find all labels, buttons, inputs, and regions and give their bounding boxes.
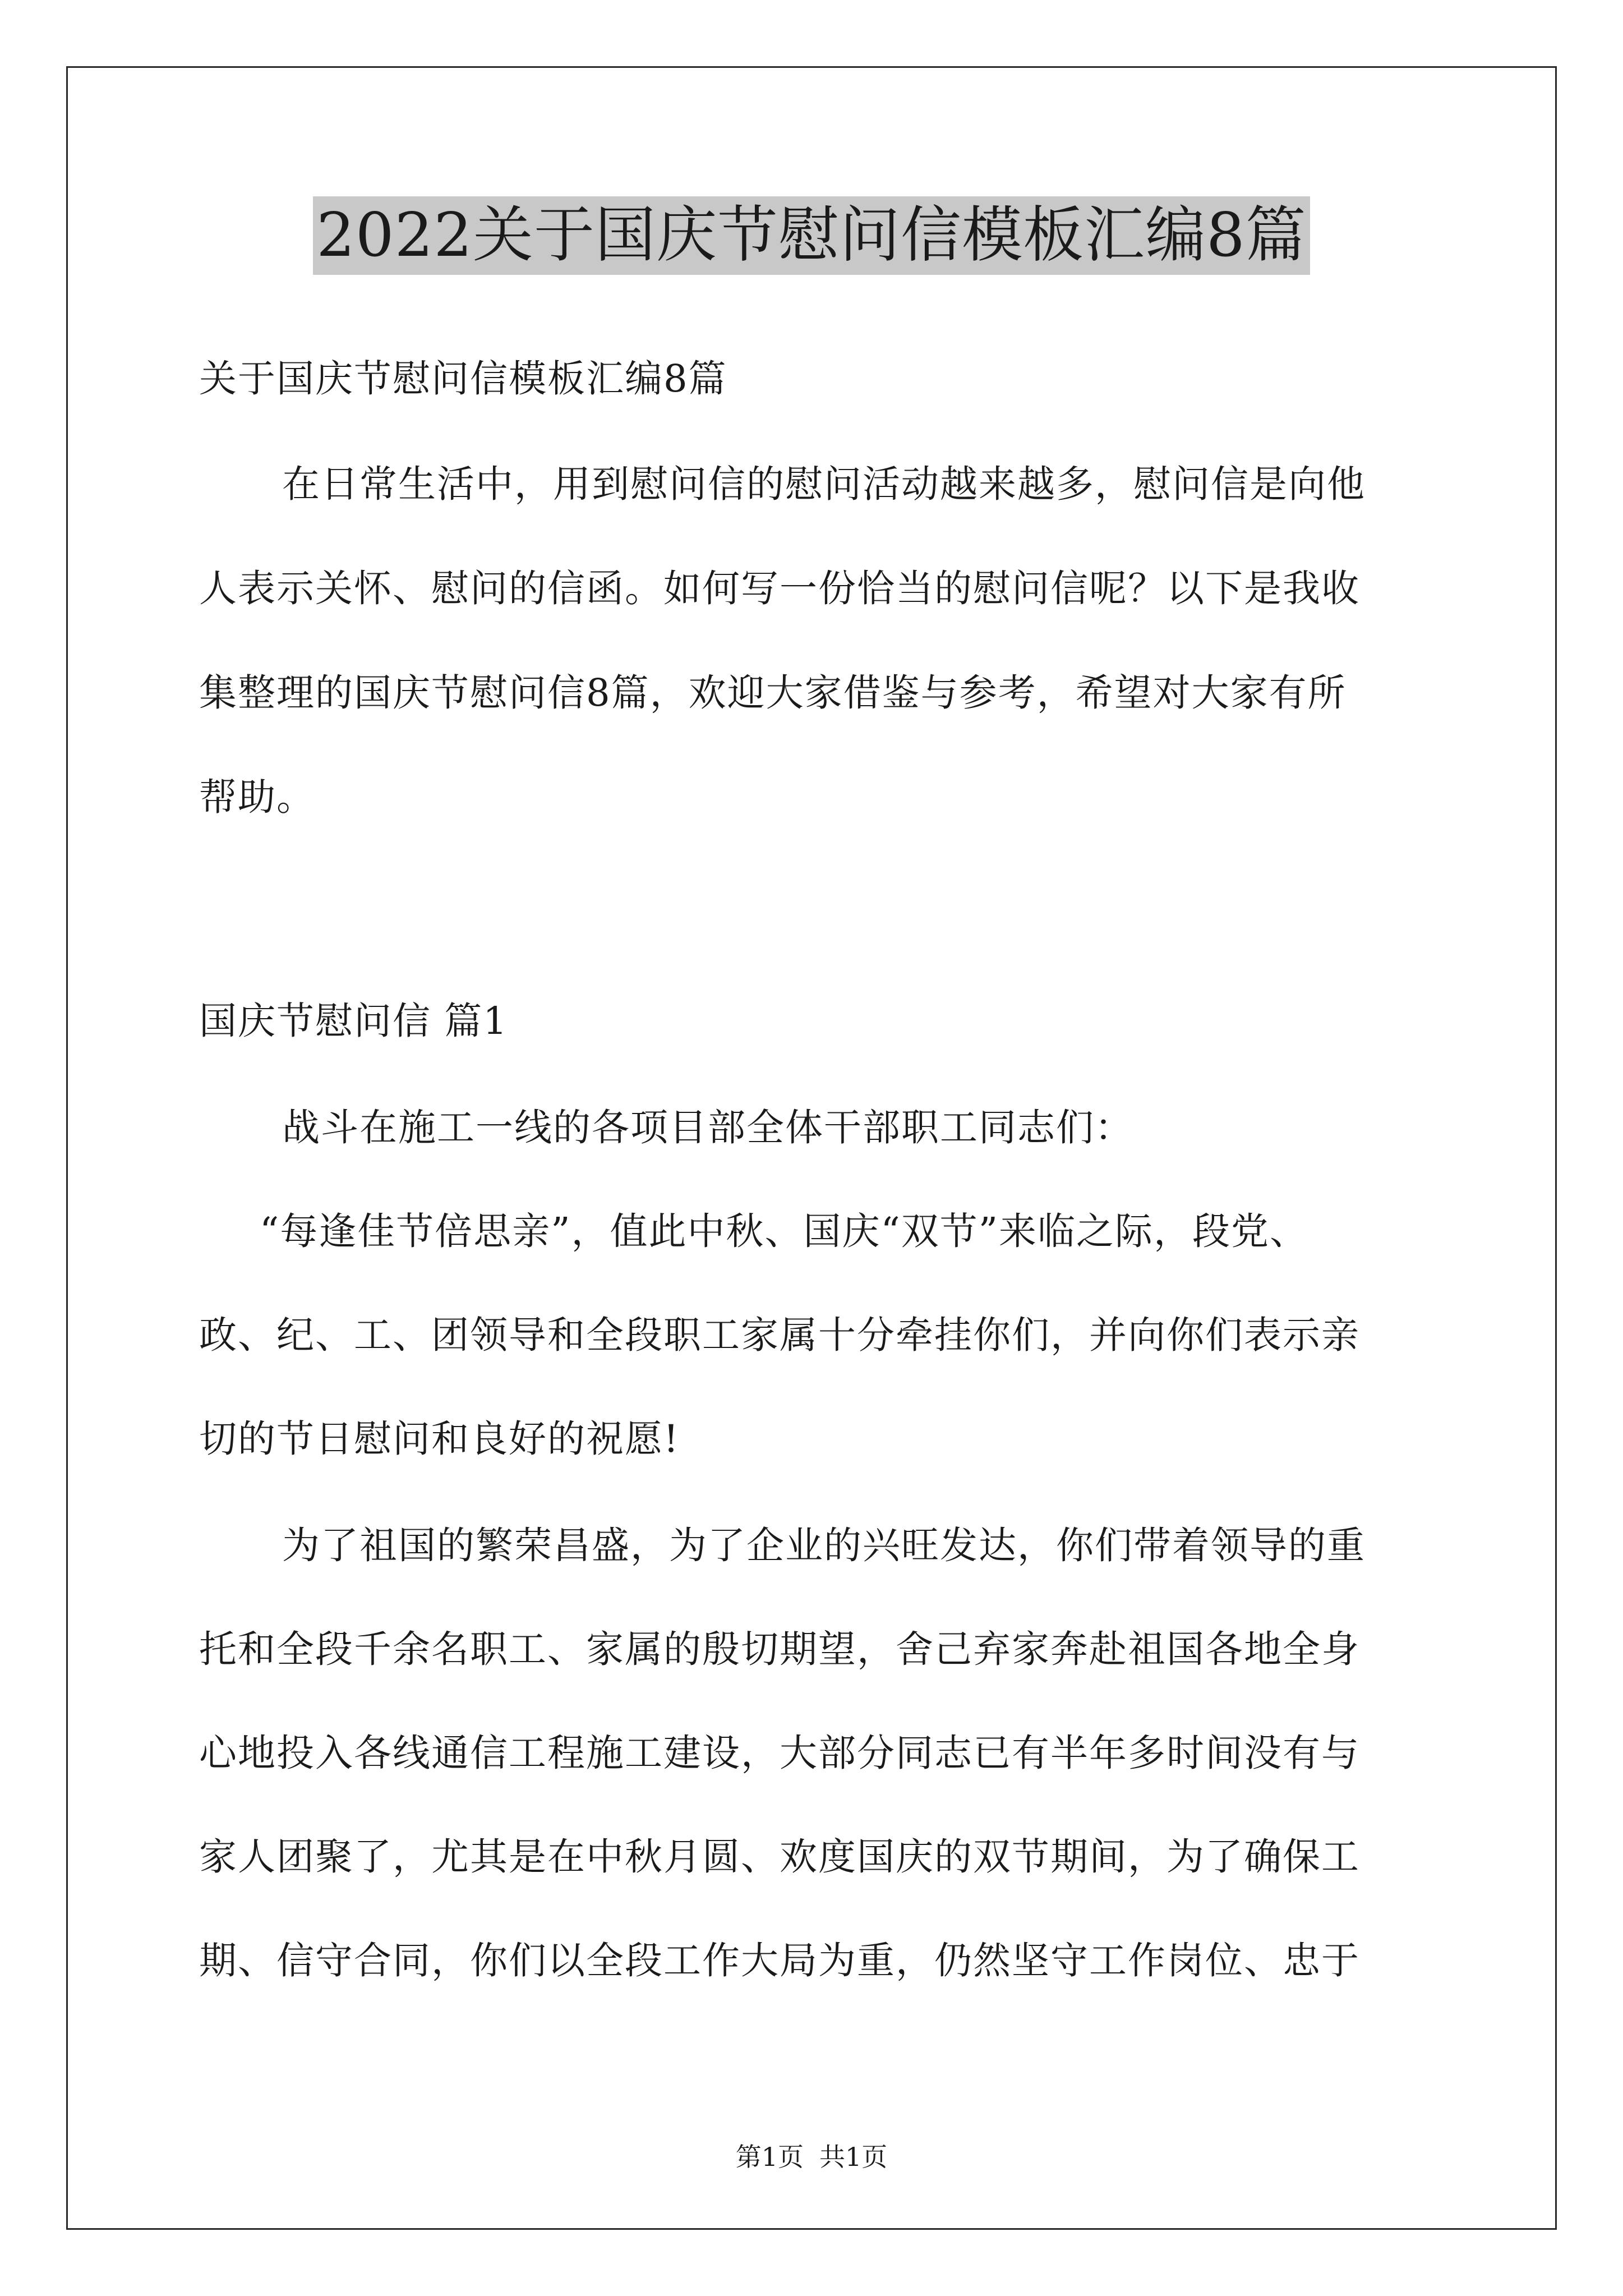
intro-line: 人表示关怀、慰问的信函。如何写一份恰当的慰问信呢？以下是我收 [199, 567, 1360, 610]
intro-line: 帮助。 [199, 775, 315, 819]
paragraph-line: 为了祖国的繁荣昌盛，为了企业的兴旺发达，你们带着领导的重 [282, 1524, 1366, 1567]
paragraph-line: 期、信守合同，你们以全段工作大局为重，仍然坚守工作岗位、忠于 [199, 1939, 1360, 1982]
paragraph-line: 心地投入各线通信工程施工建设，大部分同志已有半年多时间没有与 [199, 1731, 1360, 1775]
document-title: 2022关于国庆节慰问信模板汇编8篇 [313, 196, 1310, 275]
title-container [0, 196, 1623, 275]
salutation: 战斗在施工一线的各项目部全体干部职工同志们： [282, 1106, 1133, 1149]
document-subtitle: 关于国庆节慰问信模板汇编8篇 [199, 357, 727, 401]
paragraph-line: 家人团聚了，尤其是在中秋月圆、欢度国庆的双节期间，为了确保工 [199, 1835, 1360, 1879]
intro-line: 集整理的国庆节慰问信8篇，欢迎大家借鉴与参考，希望对大家有所 [199, 671, 1347, 715]
paragraph-line: 切的节日慰问和良好的祝愿! [199, 1417, 680, 1461]
paragraph-line: 政、纪、工、团领导和全段职工家属十分牵挂你们，并向你们表示亲 [199, 1313, 1360, 1357]
paragraph-line: “每逢佳节倍思亲”，值此中秋、国庆“双节”来临之际，段党、 [260, 1209, 1309, 1253]
page-total: 共1页 [819, 2142, 888, 2172]
page-footer [0, 2140, 1623, 2174]
page-number: 第1页 [735, 2142, 804, 2172]
intro-line: 在日常生活中，用到慰问信的慰问活动越来越多，慰问信是向他 [282, 462, 1366, 506]
section-heading: 国庆节慰问信 篇1 [199, 999, 508, 1043]
paragraph-line: 托和全段千余名职工、家属的殷切期望，舍己弃家奔赴祖国各地全身 [199, 1627, 1360, 1671]
